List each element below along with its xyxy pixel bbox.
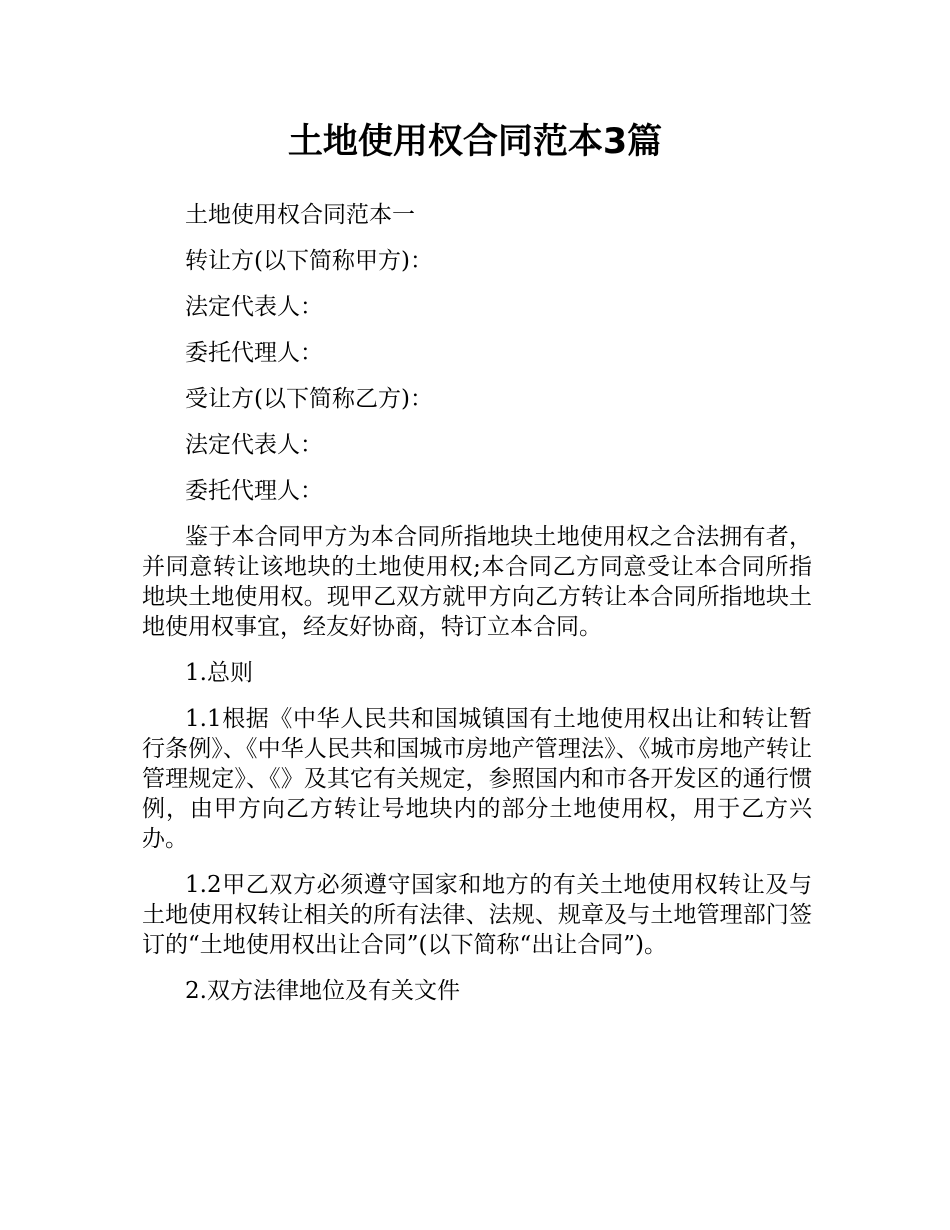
- clause-heading: 2.双方法律地位及有关文件: [185, 978, 460, 1004]
- authorized-agent-line: 委托代理人：: [185, 340, 323, 366]
- document-title: 土地使用权合同范本3篇: [287, 122, 663, 162]
- preamble-paragraph: 鉴于本合同甲方为本合同所指地块土地使用权之合法拥有者，并同意转让该地块的土地使用权;本合同乙方同意受让本合同所指地块土地使用权。现甲乙双方就甲方向乙方转让本合同所指地块土地使用权事宜，经友好协商，特订立本合同。: [142, 524, 812, 640]
- clause-paragraph: 1.1根据《中华人民共和国城镇国有土地使用权出让和转让暂行条例》、《中华人民共和国城市房地产管理法》、《城市房地产转让管理规定》、《》及其它有关规定，参照国内和市各开发区的通行惯例，由甲方向乙方转让号地块内的部分土地使用权，用于乙方兴办。: [142, 706, 812, 852]
- legal-representative-line: 法定代表人：: [185, 294, 323, 320]
- transferee-line: 受让方(以下简称乙方)：: [185, 386, 433, 412]
- legal-representative-line: 法定代表人：: [185, 432, 323, 458]
- section-heading: 土地使用权合同范本一: [185, 202, 415, 228]
- document-body: [142, 200, 812, 1022]
- transferor-line: 转让方(以下简称甲方)：: [185, 248, 433, 274]
- clause-heading: 1.总则: [185, 660, 253, 686]
- authorized-agent-line: 委托代理人：: [185, 478, 323, 504]
- clause-paragraph: 1.2甲乙双方必须遵守国家和地方的有关土地使用权转让及与土地使用权转让相关的所有法律、法规、规章及与土地管理部门签订的“土地使用权出让合同”(以下简称“出让合同”)。: [142, 872, 812, 958]
